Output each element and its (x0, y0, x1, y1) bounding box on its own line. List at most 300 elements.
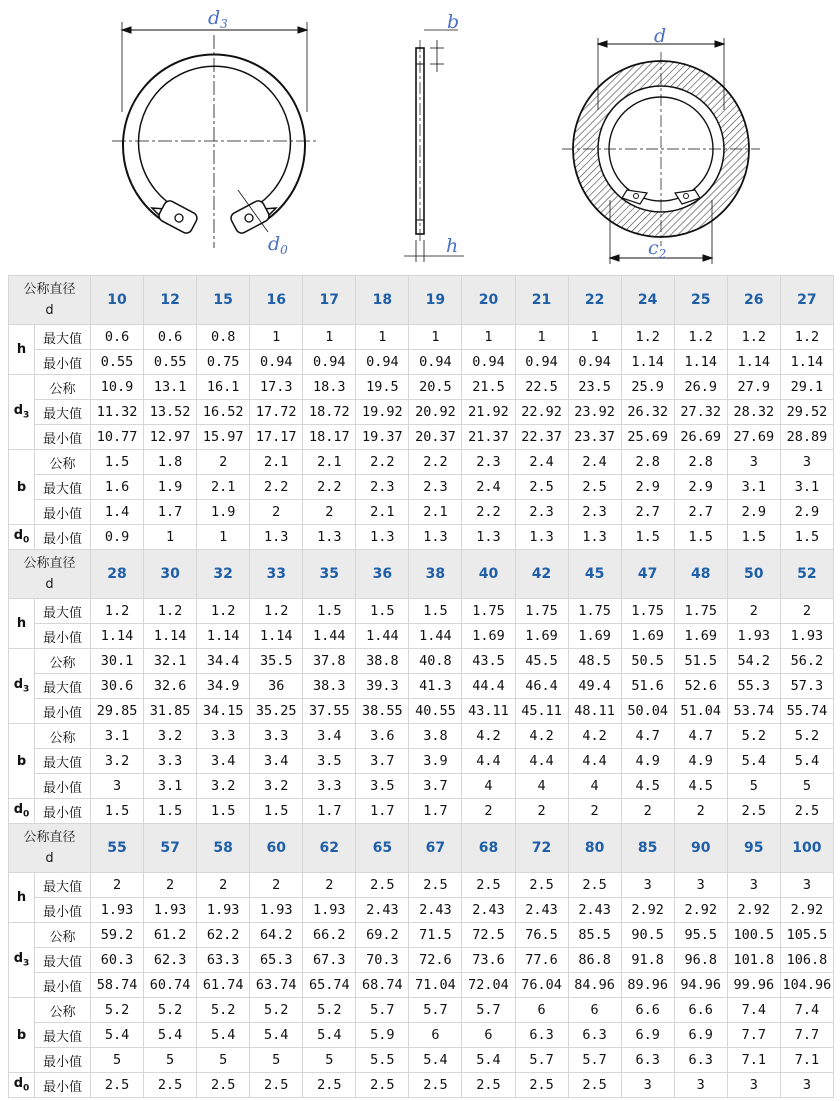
cell-d0_min: 2 (568, 799, 621, 824)
cell-d0_min: 2.5 (727, 799, 780, 824)
cell-d3_nom: 27.9 (727, 375, 780, 400)
table-row (9, 450, 834, 475)
cell-h_min: 2.43 (462, 898, 515, 923)
cell-d3_max: 57.3 (780, 674, 833, 699)
table-row (9, 998, 834, 1023)
cell-h_max: 1.75 (462, 599, 515, 624)
cell-h_min: 2.43 (568, 898, 621, 923)
cell-b_max: 5.4 (144, 1023, 197, 1048)
row-label: 公称 (35, 998, 91, 1023)
cell-b_max: 3.2 (91, 749, 144, 774)
row-label: 最小值 (35, 1073, 91, 1098)
cell-d3_max: 29.52 (780, 400, 833, 425)
drawings-svg (0, 0, 840, 272)
cell-d3_min: 99.96 (727, 973, 780, 998)
cell-d3_min: 27.69 (727, 425, 780, 450)
cell-b_max: 5.4 (91, 1023, 144, 1048)
nominal-diameter-label: 公称直径 (23, 282, 76, 297)
cell-d3_max: 17.72 (250, 400, 303, 425)
parameter-subscript: 0 (23, 1083, 30, 1094)
cell-h_max: 1.2 (144, 599, 197, 624)
cell-d0_min: 2.5 (356, 1073, 409, 1098)
cell-d3_max: 27.32 (674, 400, 727, 425)
parameter-label-b: b (9, 724, 35, 799)
cell-b_nom: 1.8 (144, 450, 197, 475)
parameter-subscript: 0 (23, 809, 30, 820)
table-row (9, 375, 834, 400)
cell-b_min: 3 (91, 774, 144, 799)
size-value: 32 (197, 550, 250, 599)
cell-b_nom: 4.2 (568, 724, 621, 749)
size-value: 90 (674, 824, 727, 873)
parameter-subscript: 3 (23, 684, 30, 695)
cell-h_max: 1 (462, 325, 515, 350)
d0-dimension-label: $d_0$ (268, 233, 288, 257)
cell-b_min: 5 (303, 1048, 356, 1073)
cell-d0_min: 3 (780, 1073, 833, 1098)
cell-b_min: 5.4 (409, 1048, 462, 1073)
table-row (9, 699, 834, 724)
cell-d3_min: 89.96 (621, 973, 674, 998)
cell-b_nom: 6 (568, 998, 621, 1023)
cell-d0_min: 2.5 (144, 1073, 197, 1098)
circlip-installed-view (562, 38, 760, 264)
size-value: 60 (250, 824, 303, 873)
cell-d3_nom: 51.5 (674, 649, 727, 674)
cell-d3_nom: 21.5 (462, 375, 515, 400)
cell-d3_nom: 23.5 (568, 375, 621, 400)
cell-h_max: 1.5 (356, 599, 409, 624)
cell-h_max: 3 (727, 873, 780, 898)
parameter-label-d0 (9, 799, 35, 824)
cell-d0_min: 2 (515, 799, 568, 824)
cell-d3_nom: 22.5 (515, 375, 568, 400)
cell-b_min: 3.5 (356, 774, 409, 799)
cell-h_max: 1 (409, 325, 462, 350)
cell-b_max: 6 (462, 1023, 515, 1048)
circlip-side-view (404, 30, 464, 262)
cell-b_nom: 2.2 (356, 450, 409, 475)
circlip-dimension-table (8, 275, 834, 1098)
cell-b_min: 2.2 (462, 500, 515, 525)
cell-b_min: 3.7 (409, 774, 462, 799)
cell-d0_min: 1 (144, 525, 197, 550)
row-label: 最小值 (35, 350, 91, 375)
cell-d3_max: 62.3 (144, 948, 197, 973)
cell-b_min: 6.3 (674, 1048, 727, 1073)
cell-d3_nom: 69.2 (356, 923, 409, 948)
cell-b_nom: 2.8 (621, 450, 674, 475)
cell-d3_min: 18.17 (303, 425, 356, 450)
cell-h_max: 3 (780, 873, 833, 898)
size-value: 27 (780, 276, 833, 325)
cell-h_max: 0.8 (197, 325, 250, 350)
size-value: 67 (409, 824, 462, 873)
cell-b_min: 2.3 (515, 500, 568, 525)
cell-d3_nom: 59.2 (91, 923, 144, 948)
cell-d0_min: 1.7 (356, 799, 409, 824)
cell-d3_max: 63.3 (197, 948, 250, 973)
row-label: 公称 (35, 724, 91, 749)
cell-d3_min: 31.85 (144, 699, 197, 724)
circlip-front-view (112, 22, 316, 248)
cell-d3_min: 51.04 (674, 699, 727, 724)
cell-h_max: 1.2 (250, 599, 303, 624)
cell-d3_max: 20.92 (409, 400, 462, 425)
cell-d0_min: 1.5 (144, 799, 197, 824)
cell-h_max: 1 (303, 325, 356, 350)
cell-b_max: 7.7 (727, 1023, 780, 1048)
cell-d0_min: 2.5 (568, 1073, 621, 1098)
cell-d3_nom: 18.3 (303, 375, 356, 400)
parameter-label-d3 (9, 923, 35, 998)
cell-d3_nom: 90.5 (621, 923, 674, 948)
nominal-diameter-symbol: d (45, 851, 54, 866)
parameter-symbol: d (13, 802, 24, 818)
cell-d0_min: 1.3 (568, 525, 621, 550)
cell-b_max: 5.4 (303, 1023, 356, 1048)
cell-h_min: 0.94 (568, 350, 621, 375)
cell-b_min: 5 (144, 1048, 197, 1073)
cell-b_min: 4 (462, 774, 515, 799)
d3-main: d (208, 7, 221, 29)
cell-b_max: 2.9 (621, 475, 674, 500)
size-value: 45 (568, 550, 621, 599)
table-row (9, 624, 834, 649)
cell-h_min: 1.93 (144, 898, 197, 923)
cell-d3_min: 23.37 (568, 425, 621, 450)
cell-d3_min: 104.96 (780, 973, 833, 998)
cell-d3_nom: 20.5 (409, 375, 462, 400)
cell-d3_nom: 25.9 (621, 375, 674, 400)
cell-h_min: 1.69 (462, 624, 515, 649)
cell-d0_min: 1.5 (621, 525, 674, 550)
cell-d0_min: 2.5 (409, 1073, 462, 1098)
cell-h_max: 1 (250, 325, 303, 350)
cell-d3_max: 39.3 (356, 674, 409, 699)
table-body (9, 276, 834, 1098)
cell-d3_max: 77.6 (515, 948, 568, 973)
cell-d3_min: 37.55 (303, 699, 356, 724)
cell-d0_min: 1.5 (91, 799, 144, 824)
cell-b_nom: 7.4 (727, 998, 780, 1023)
cell-b_nom: 4.7 (674, 724, 727, 749)
cell-b_min: 4 (568, 774, 621, 799)
cell-d3_min: 60.74 (144, 973, 197, 998)
cell-b_max: 2.4 (462, 475, 515, 500)
cell-b_min: 2.7 (674, 500, 727, 525)
table-row (9, 500, 834, 525)
cell-b_max: 2.9 (674, 475, 727, 500)
parameter-subscript: 3 (23, 410, 30, 421)
cell-b_max: 6 (409, 1023, 462, 1048)
cell-d0_min: 1.5 (250, 799, 303, 824)
cell-d3_max: 11.32 (91, 400, 144, 425)
cell-d3_max: 23.92 (568, 400, 621, 425)
cell-h_max: 2 (197, 873, 250, 898)
cell-b_nom: 5.2 (144, 998, 197, 1023)
cell-b_max: 3.4 (250, 749, 303, 774)
cell-b_nom: 5.7 (356, 998, 409, 1023)
cell-d3_min: 38.55 (356, 699, 409, 724)
cell-d0_min: 2.5 (303, 1073, 356, 1098)
cell-h_min: 0.94 (356, 350, 409, 375)
cell-h_max: 1.5 (303, 599, 356, 624)
nominal-diameter-symbol: d (45, 577, 54, 592)
cell-b_nom: 6 (515, 998, 568, 1023)
size-value: 24 (621, 276, 674, 325)
cell-h_min: 1.93 (303, 898, 356, 923)
cell-h_max: 1.2 (727, 325, 780, 350)
cell-b_nom: 5.2 (91, 998, 144, 1023)
row-label: 最小值 (35, 425, 91, 450)
cell-d3_nom: 64.2 (250, 923, 303, 948)
cell-b_max: 2.1 (197, 475, 250, 500)
cell-b_max: 2.5 (515, 475, 568, 500)
row-label: 公称 (35, 375, 91, 400)
table-row (9, 599, 834, 624)
cell-d3_min: 25.69 (621, 425, 674, 450)
size-value: 25 (674, 276, 727, 325)
cell-d0_min: 2.5 (197, 1073, 250, 1098)
size-value: 26 (727, 276, 780, 325)
cell-d0_min: 3 (727, 1073, 780, 1098)
row-label: 公称 (35, 923, 91, 948)
cell-d3_nom: 66.2 (303, 923, 356, 948)
cell-b_min: 5.7 (515, 1048, 568, 1073)
cell-d3_nom: 26.9 (674, 375, 727, 400)
cell-b_min: 2 (303, 500, 356, 525)
cell-b_max: 1.6 (91, 475, 144, 500)
cell-b_max: 5.4 (780, 749, 833, 774)
cell-b_max: 6.3 (568, 1023, 621, 1048)
cell-d3_min: 63.74 (250, 973, 303, 998)
cell-h_max: 2 (780, 599, 833, 624)
cell-d3_nom: 38.8 (356, 649, 409, 674)
size-value: 35 (303, 550, 356, 599)
cell-d3_nom: 56.2 (780, 649, 833, 674)
size-value: 18 (356, 276, 409, 325)
cell-d0_min: 1.7 (409, 799, 462, 824)
cell-d0_min: 1.5 (197, 799, 250, 824)
cell-d3_max: 101.8 (727, 948, 780, 973)
cell-d3_min: 17.17 (250, 425, 303, 450)
cell-b_min: 5 (91, 1048, 144, 1073)
cell-d3_min: 76.04 (515, 973, 568, 998)
size-value: 68 (462, 824, 515, 873)
cell-d3_nom: 30.1 (91, 649, 144, 674)
row-label: 最大值 (35, 1023, 91, 1048)
nominal-diameter-symbol: d (45, 303, 54, 318)
cell-h_max: 1.2 (780, 325, 833, 350)
cell-h_min: 1.44 (409, 624, 462, 649)
cell-b_min: 2.7 (621, 500, 674, 525)
cell-d3_nom: 105.5 (780, 923, 833, 948)
size-value: 57 (144, 824, 197, 873)
cell-b_nom: 7.4 (780, 998, 833, 1023)
cell-h_min: 1.93 (91, 898, 144, 923)
row-label: 最大值 (35, 599, 91, 624)
table-row (9, 973, 834, 998)
row-label: 最大值 (35, 325, 91, 350)
row-label: 最大值 (35, 948, 91, 973)
cell-d3_min: 53.74 (727, 699, 780, 724)
cell-h_max: 2.5 (356, 873, 409, 898)
cell-b_min: 3.2 (250, 774, 303, 799)
cell-b_nom: 6.6 (621, 998, 674, 1023)
cell-b_min: 1.7 (144, 500, 197, 525)
cell-h_max: 1.75 (515, 599, 568, 624)
cell-b_nom: 5.2 (303, 998, 356, 1023)
cell-h_min: 1.93 (250, 898, 303, 923)
cell-d3_nom: 10.9 (91, 375, 144, 400)
cell-b_min: 5 (250, 1048, 303, 1073)
cell-h_max: 1.5 (409, 599, 462, 624)
cell-b_max: 2.2 (250, 475, 303, 500)
table-row (9, 1023, 834, 1048)
cell-h_max: 1.2 (674, 325, 727, 350)
cell-d3_nom: 16.1 (197, 375, 250, 400)
cell-h_min: 1.93 (727, 624, 780, 649)
row-label: 最小值 (35, 1048, 91, 1073)
cell-d0_min: 1.3 (250, 525, 303, 550)
row-label: 最小值 (35, 774, 91, 799)
table-row (9, 425, 834, 450)
cell-d0_min: 1.3 (356, 525, 409, 550)
cell-h_max: 1.75 (568, 599, 621, 624)
cell-b_min: 3.3 (303, 774, 356, 799)
cell-d3_max: 67.3 (303, 948, 356, 973)
cell-b_nom: 4.7 (621, 724, 674, 749)
cell-h_max: 1 (356, 325, 409, 350)
row-label: 最小值 (35, 898, 91, 923)
cell-b_max: 3.9 (409, 749, 462, 774)
size-value: 16 (250, 276, 303, 325)
nominal-diameter-header (9, 824, 91, 873)
cell-d3_min: 45.11 (515, 699, 568, 724)
size-header-row (9, 276, 834, 325)
size-value: 95 (727, 824, 780, 873)
cell-b_min: 4.5 (621, 774, 674, 799)
cell-b_nom: 5.2 (197, 998, 250, 1023)
cell-d3_max: 13.52 (144, 400, 197, 425)
cell-b_max: 3.7 (356, 749, 409, 774)
cell-d3_min: 48.11 (568, 699, 621, 724)
cell-d3_min: 35.25 (250, 699, 303, 724)
size-value: 22 (568, 276, 621, 325)
cell-d3_max: 46.4 (515, 674, 568, 699)
cell-d3_min: 55.74 (780, 699, 833, 724)
size-value: 55 (91, 824, 144, 873)
cell-d0_min: 1.3 (515, 525, 568, 550)
cell-h_min: 1.69 (568, 624, 621, 649)
row-label: 最小值 (35, 525, 91, 550)
cell-b_nom: 3.3 (250, 724, 303, 749)
cell-b_max: 2.2 (303, 475, 356, 500)
cell-d0_min: 3 (674, 1073, 727, 1098)
table-row (9, 649, 834, 674)
table-row (9, 1073, 834, 1098)
cell-h_min: 2.92 (780, 898, 833, 923)
cell-d0_min: 1.3 (409, 525, 462, 550)
cell-b_min: 2.1 (409, 500, 462, 525)
cell-h_max: 1.2 (621, 325, 674, 350)
size-value: 30 (144, 550, 197, 599)
cell-d0_min: 1.3 (462, 525, 515, 550)
cell-b_max: 2.3 (356, 475, 409, 500)
row-label: 最大值 (35, 674, 91, 699)
cell-h_min: 1.14 (674, 350, 727, 375)
cell-h_min: 2.92 (621, 898, 674, 923)
cell-b_max: 4.4 (462, 749, 515, 774)
table-row (9, 923, 834, 948)
cell-d3_max: 91.8 (621, 948, 674, 973)
d-dimension-label: d (654, 25, 667, 47)
cell-d3_max: 55.3 (727, 674, 780, 699)
cell-h_max: 2 (303, 873, 356, 898)
cell-h_max: 0.6 (144, 325, 197, 350)
cell-h_min: 1.69 (515, 624, 568, 649)
size-value: 58 (197, 824, 250, 873)
row-label: 最大值 (35, 749, 91, 774)
row-label: 公称 (35, 450, 91, 475)
cell-d3_nom: 62.2 (197, 923, 250, 948)
cell-b_max: 3.3 (144, 749, 197, 774)
h-dimension-label: h (446, 235, 459, 257)
cell-h_max: 2.5 (409, 873, 462, 898)
cell-b_max: 5.4 (197, 1023, 250, 1048)
cell-d3_min: 28.89 (780, 425, 833, 450)
cell-b_nom: 3.3 (197, 724, 250, 749)
c2-dimension-label: $c_2$ (648, 237, 667, 261)
cell-b_min: 5.7 (568, 1048, 621, 1073)
cell-d3_nom: 37.8 (303, 649, 356, 674)
cell-h_min: 2.92 (674, 898, 727, 923)
cell-h_min: 1.14 (727, 350, 780, 375)
parameter-label-h: h (9, 873, 35, 923)
table-row (9, 525, 834, 550)
cell-h_min: 1.69 (674, 624, 727, 649)
cell-b_min: 7.1 (727, 1048, 780, 1073)
cell-b_min: 4.5 (674, 774, 727, 799)
parameter-label-b: b (9, 450, 35, 525)
cell-b_min: 2.9 (727, 500, 780, 525)
cell-h_max: 3 (621, 873, 674, 898)
table-row (9, 1048, 834, 1073)
cell-d3_min: 34.15 (197, 699, 250, 724)
cell-b_nom: 2 (197, 450, 250, 475)
cell-d3_max: 26.32 (621, 400, 674, 425)
table-row (9, 898, 834, 923)
cell-d3_max: 65.3 (250, 948, 303, 973)
cell-d0_min: 2 (621, 799, 674, 824)
size-value: 65 (356, 824, 409, 873)
cell-d3_min: 68.74 (356, 973, 409, 998)
cell-b_max: 3.1 (727, 475, 780, 500)
cell-b_max: 6.9 (621, 1023, 674, 1048)
cell-h_max: 2 (144, 873, 197, 898)
technical-drawings (0, 0, 840, 272)
cell-h_min: 1.93 (197, 898, 250, 923)
cell-d3_max: 86.8 (568, 948, 621, 973)
cell-h_max: 1 (515, 325, 568, 350)
cell-d3_max: 32.6 (144, 674, 197, 699)
cell-d3_max: 70.3 (356, 948, 409, 973)
parameter-subscript: 3 (23, 958, 30, 969)
cell-b_max: 5.4 (250, 1023, 303, 1048)
size-value: 85 (621, 824, 674, 873)
cell-b_min: 5 (780, 774, 833, 799)
